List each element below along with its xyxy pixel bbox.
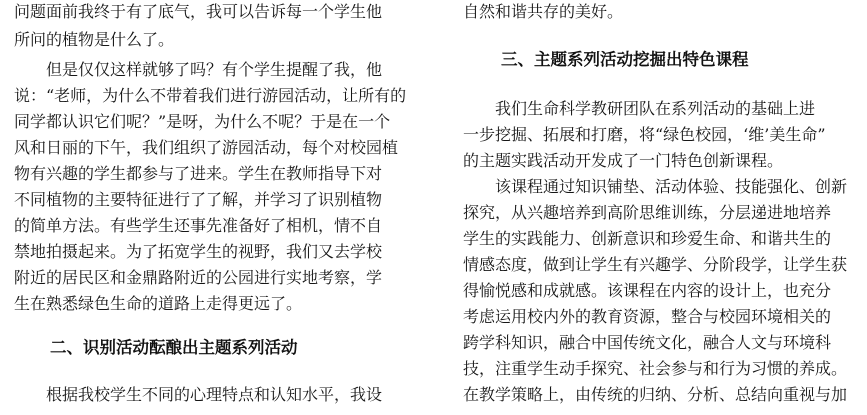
text-line: 一步挖掘、拓展和打磨，将“绿色校园，‘维’美生命” [463, 125, 826, 144]
text-line: 我们生命科学教研团队在系列活动的基础上进 [495, 99, 816, 118]
text-line: 在教学策略上，由传统的归纳、分析、总结向重视与加 [463, 385, 848, 404]
text-line: 所问的植物是什么了。 [14, 30, 175, 49]
text-line: 说：“老师，为什么不带着我们进行游园活动，让所有的 [14, 86, 407, 105]
text-line: 附近的居民区和金鼎路附近的公园进行实地考察，学 [14, 268, 383, 287]
text-line: 风和日丽的下午，我们组织了游园活动，每个对校园植 [14, 138, 399, 157]
text-line: 该课程通过知识铺垫、活动体验、技能强化、创新 [495, 177, 848, 196]
section-heading: 三、主题系列活动挖掘出特色课程 [501, 50, 749, 69]
section-heading: 二、识别活动酝酿出主题系列活动 [50, 338, 298, 357]
text-line: 考虑运用校内外的教育资源，整合与校园环境相关的 [463, 307, 832, 326]
text-line: 同学都认识它们呢？”是呀，为什么不呢？于是在一个 [14, 112, 391, 131]
text-line: 根据我校学生不同的心理特点和认知水平，我设 [46, 385, 383, 404]
text-line: 得愉悦感和成就感。该课程在内容的设计上，也充分 [463, 281, 832, 300]
text-line: 问题面前我终于有了底气，我可以告诉每一个学生他 [14, 2, 383, 21]
text-line: 不同植物的主要特征进行了了解，并学习了识别植物 [14, 190, 383, 209]
text-line: 技，注重学生动手探究、社会参与和行为习惯的养成。 [463, 359, 848, 378]
text-line: 跨学科知识，融合中国传统文化，融合人文与环境科 [463, 333, 832, 352]
text-line: 的主题实践活动开发成了一门特色创新课程。 [463, 151, 784, 170]
text-line: 的简单方法。有些学生还事先准备好了相机，情不自 [14, 216, 383, 235]
text-line: 情感态度，做到让学生有兴趣学、分阶段学，让学生获 [463, 255, 848, 274]
text-line: 物有兴趣的学生都参与了进来。学生在教师指导下对 [14, 164, 383, 183]
text-line: 探究，从兴趣培养到高阶思维训练，分层递进地培养 [463, 203, 832, 222]
text-line: 生在熟悉绿色生命的道路上走得更远了。 [14, 294, 303, 313]
text-line: 学生的实践能力、创新意识和珍爱生命、和谐共生的 [463, 229, 832, 248]
text-line: 但是仅仅这样就够了吗？有个学生提醒了我，他 [46, 60, 383, 79]
text-line: 禁地拍摄起来。为了拓宽学生的视野，我们又去学校 [14, 242, 383, 261]
text-line: 自然和谐共存的美好。 [463, 2, 624, 21]
